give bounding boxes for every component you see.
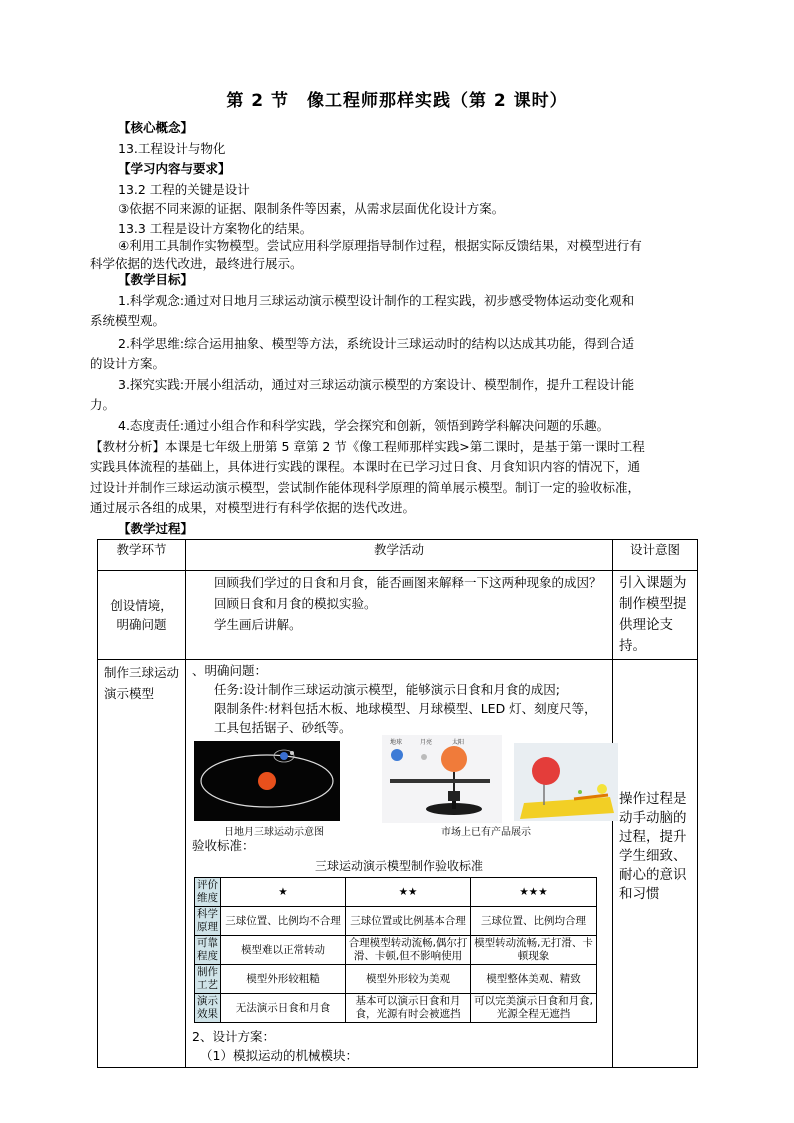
goal-line: 的设计方案。 xyxy=(90,356,166,371)
orbit-diagram-image xyxy=(194,741,340,821)
table-row xyxy=(98,571,698,660)
activity-text: 限制条件:材料包括木板、地球模型、月球模型、LED 灯、刻度尺等，工具包括锯子、砂纸等。 xyxy=(214,701,597,735)
caption-orbit: 日地月三球运动示意图 xyxy=(224,827,324,838)
learning-line: ④利用工具制作实物模型。尝试应用科学原理指导制作过程，根据实际反馈结果，对模型进行有 xyxy=(118,238,642,253)
criteria-header: ★ xyxy=(221,878,346,907)
goals-heading: 【教学目标】 xyxy=(118,272,194,287)
criteria-dim: 制作工艺 xyxy=(195,965,221,994)
intent-text: 操作过程是动手动脑的过程，提升学生细致、耐心的意识和习惯 xyxy=(619,791,687,902)
analysis-line: 【教材分析】本课是七年级上册第 5 章第 2 节《像工程师那样实践>第二课时，是基于第一课时工程 xyxy=(90,439,645,454)
header-stage: 教学环节 xyxy=(98,540,186,571)
criteria-header: ★★ xyxy=(346,878,471,907)
activity-text: 回顾我们学过的日食和月食，能否画图来解释一下这两种现象的成因？ xyxy=(214,575,602,590)
goal-line: 2.科学思维:综合运用抽象、模型等方法，系统设计三球运动时的结构以达成其功能，得到合适 xyxy=(118,336,635,351)
table-header-row xyxy=(98,540,698,571)
criteria-cell: 无法演示日食和月食 xyxy=(221,994,346,1023)
caption-product: 市场上已有产品展示 xyxy=(441,827,531,838)
criteria-dim: 可靠程度 xyxy=(195,936,221,965)
table-row xyxy=(98,660,698,1068)
learning-line: 13.2 工程的关键是设计 xyxy=(118,182,250,197)
stage-label: 创设情境，明确问题 xyxy=(110,598,173,632)
activity-text: 、明确问题： xyxy=(192,663,268,678)
criteria-row xyxy=(195,936,597,965)
stage-label: 制作三球运动演示模型 xyxy=(104,665,180,701)
intent-text: 引入课题为制作模型提供理论支持。 xyxy=(619,575,687,654)
goal-line: 系统模型观。 xyxy=(90,313,166,328)
acceptance-label: 验收标准： xyxy=(192,838,255,853)
criteria-cell: 三球位置、比例均合理 xyxy=(471,907,597,936)
criteria-dim: 演示效果 xyxy=(195,994,221,1023)
goal-line: 4.态度责任:通过小组合作和科学实践，学会探究和创新，领悟到跨学科解决问题的乐趣。 xyxy=(118,418,610,433)
header-intent: 设计意图 xyxy=(613,540,698,571)
criteria-cell: 模型外形较为美观 xyxy=(346,965,471,994)
activity-text: 回顾日食和月食的模拟实验。 xyxy=(214,596,377,611)
criteria-header: ★★★ xyxy=(471,878,597,907)
learning-line: 13.3 工程是设计方案物化的结果。 xyxy=(118,221,313,236)
activity-text: 学生画后讲解。 xyxy=(214,617,302,632)
img2-label: 月亮 xyxy=(420,739,433,746)
analysis-line: 通过展示各组的成果，对模型进行有科学依据的迭代改进。 xyxy=(90,500,416,515)
teaching-process-table xyxy=(97,539,698,1068)
criteria-cell: 基本可以演示日食和月食，光源有时会被遮挡 xyxy=(346,994,471,1023)
design-subheading: （1）模拟运动的机械模块： xyxy=(200,1048,358,1063)
criteria-header-row xyxy=(195,878,597,907)
learning-line: 科学依据的迭代改进，最终进行展示。 xyxy=(90,256,303,271)
design-heading: 2、设计方案： xyxy=(192,1029,275,1044)
analysis-line: 过设计并制作三球运动演示模型，尝试制作能体现科学原理的简单展示模型。制订一定的验收标准， xyxy=(90,480,641,495)
learning-heading: 【学习内容与要求】 xyxy=(118,161,231,176)
header-activity: 教学活动 xyxy=(186,540,613,571)
criteria-cell: 三球位置或比例基本合理 xyxy=(346,907,471,936)
page-title: 第 2 节 像工程师那样实践（第 2 课时） xyxy=(226,91,568,111)
criteria-cell: 模型整体美观、精致 xyxy=(471,965,597,994)
criteria-cell: 模型转动流畅,无打滑、卡顿现象 xyxy=(471,936,597,965)
image-row xyxy=(194,741,612,836)
criteria-dim: 科学原理 xyxy=(195,907,221,936)
criteria-row xyxy=(195,965,597,994)
criteria-table xyxy=(194,877,597,1023)
criteria-cell: 可以完美演示日食和月食,光源全程无遮挡 xyxy=(471,994,597,1023)
core-concept: 13.工程设计与物化 xyxy=(118,141,226,156)
img2-label: 太阳 xyxy=(452,739,465,746)
criteria-cell: 三球位置、比例均不合理 xyxy=(221,907,346,936)
learning-line: ③依据不同来源的证据、限制条件等因素，从需求层面优化设计方案。 xyxy=(118,201,505,216)
goal-line: 力。 xyxy=(90,397,116,412)
img2-label: 地球 xyxy=(390,739,403,746)
criteria-cell: 模型外形较粗糙 xyxy=(221,965,346,994)
criteria-row xyxy=(195,994,597,1023)
analysis-line: 实践具体流程的基础上，具体进行实践的课程。本课时在已学习过日食、月食知识内容的情况下，通 xyxy=(90,459,641,474)
goal-line: 3.探究实践:开展小组活动，通过对三球运动演示模型的方案设计、模型制作，提升工程设计能 xyxy=(118,377,635,392)
product-photo-image xyxy=(382,735,502,823)
core-concept-heading: 【核心概念】 xyxy=(118,120,194,135)
criteria-cell: 合理模型转动流畅,偶尔打滑、卡顿,但不影响使用 xyxy=(346,936,471,965)
criteria-row xyxy=(195,907,597,936)
criteria-header: 评价维度 xyxy=(195,878,221,907)
process-heading: 【教学过程】 xyxy=(118,521,194,536)
criteria-cell: 模型难以正常转动 xyxy=(221,936,346,965)
activity-text: 任务:设计制作三球运动演示模型，能够演示日食和月食的成因; xyxy=(214,682,560,697)
goal-line: 1.科学观念:通过对日地月三球运动演示模型设计制作的工程实践，初步感受物体运动变化观和 xyxy=(118,293,635,308)
criteria-title: 三球运动演示模型制作验收标准 xyxy=(314,859,483,873)
student-model-image xyxy=(514,743,618,821)
